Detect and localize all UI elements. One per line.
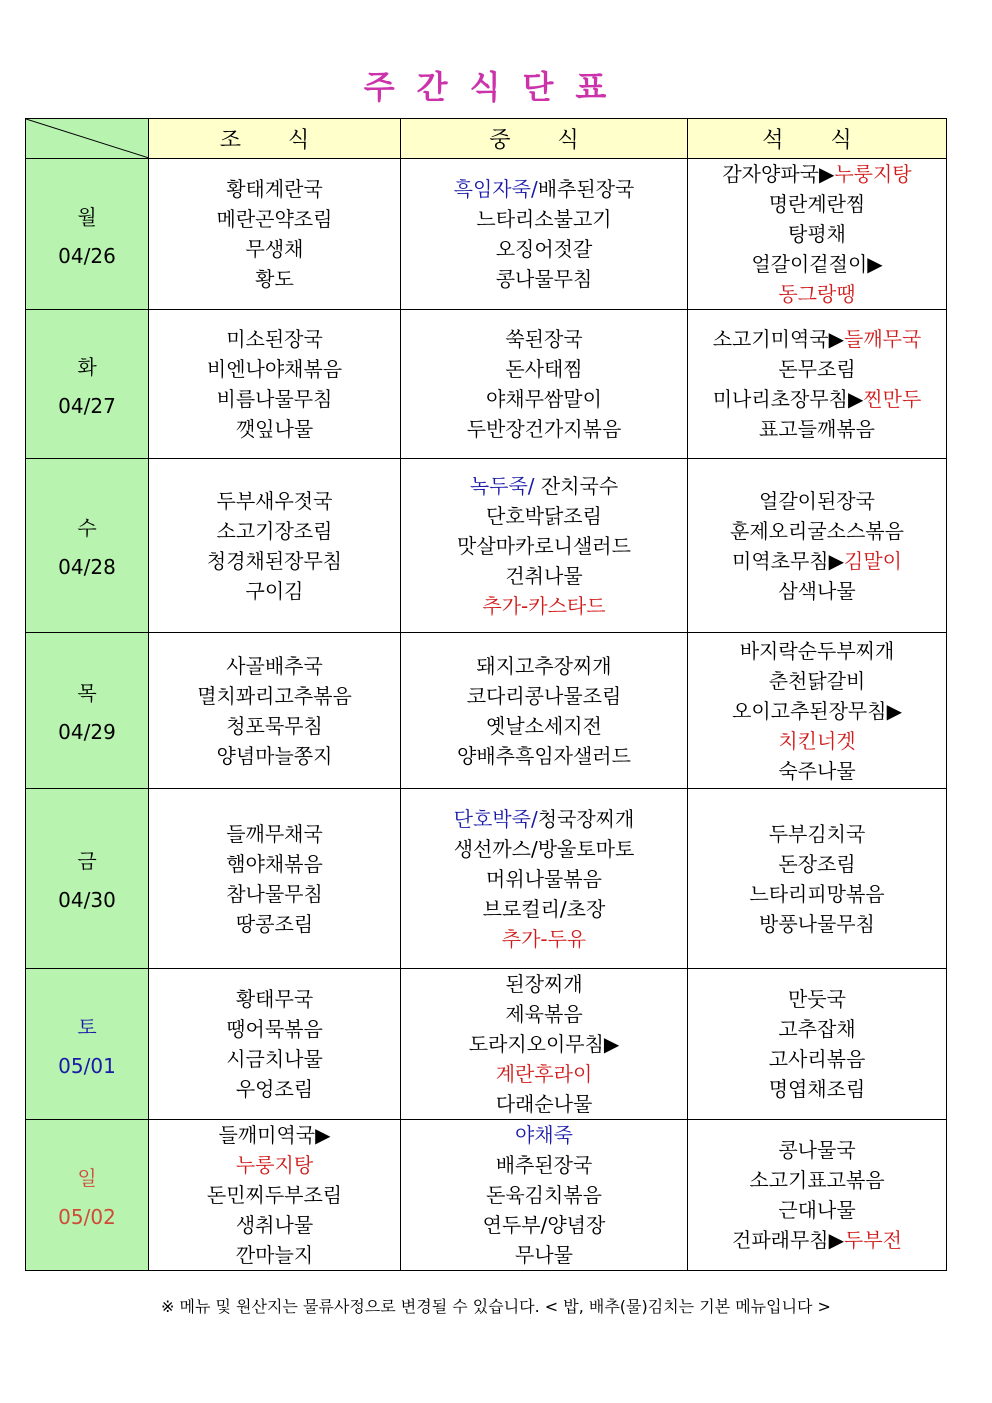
menu-item: [149, 1150, 400, 1180]
menu-item: [149, 1074, 400, 1104]
menu-item-text: 느타리피망볶음: [749, 881, 885, 906]
day-cell: [26, 969, 149, 1120]
lunch-cell: [401, 459, 688, 633]
menu-item-text: 누룽지탕: [834, 162, 912, 186]
menu-item: [149, 1120, 400, 1150]
menu-item-text: 배추된장국: [537, 177, 635, 201]
breakfast-cell: [149, 789, 401, 969]
menu-item: [401, 1120, 687, 1150]
menu-item-text: 건취나물: [505, 563, 583, 588]
menu-item-text: 메란곤약조림: [216, 207, 333, 231]
lunch-cell: [401, 1120, 688, 1271]
menu-item-text: 비엔나야채볶음: [206, 357, 343, 381]
menu-item-text: 우엉조림: [235, 1077, 314, 1101]
menu-item-text: 양념마늘쫑지: [216, 743, 333, 768]
menu-item: [401, 204, 687, 234]
menu-item-text: 누룽지탕: [235, 1153, 314, 1177]
day-cell: [26, 459, 149, 633]
lunch-cell: [401, 310, 688, 459]
day-name: 화: [77, 354, 97, 379]
day-date: 04/28: [58, 555, 116, 579]
menu-item-text: 얼갈이된장국: [759, 488, 875, 513]
menu-item: [149, 849, 400, 879]
menu-item: [401, 834, 687, 864]
menu-item-text: 훈제오리굴소스볶음: [730, 518, 904, 543]
menu-item-text: 코다리콩나물조림: [466, 683, 622, 708]
day-row: [26, 159, 947, 310]
menu-item-text: 시금치나물: [226, 1047, 323, 1071]
header-lunch: 중 식: [401, 119, 688, 159]
day-date: 04/29: [58, 720, 116, 744]
day-cell: [26, 1120, 149, 1271]
menu-item: [401, 324, 687, 354]
menu-item: [401, 999, 687, 1029]
menu-item-text: 고추잡채: [778, 1017, 856, 1041]
dinner-cell: [688, 459, 947, 633]
menu-item-text: 비름나물무침: [216, 387, 333, 411]
day-row: [26, 310, 947, 459]
menu-item-text: 잔치국수: [534, 473, 619, 498]
menu-item: [401, 1089, 687, 1119]
day-row: [26, 789, 947, 969]
menu-item: [401, 531, 687, 561]
menu-item-text: 황도: [255, 267, 294, 291]
day-name: 수: [77, 516, 97, 540]
header-breakfast: 조 식: [149, 119, 401, 159]
diagonal-line-icon: [26, 119, 149, 158]
dinner-cell: [688, 159, 947, 310]
day-name: 일: [77, 1165, 97, 1190]
header-dinner: 석 식: [688, 119, 947, 159]
menu-item-text: 야채무쌈말이: [486, 387, 602, 411]
menu-item-text: 삼색나물: [778, 578, 856, 603]
menu-item-text: 오이고추된장무침▶: [732, 698, 902, 723]
menu-item: [149, 204, 400, 234]
menu-item: [688, 159, 946, 189]
menu-item: [149, 1014, 400, 1044]
menu-item: [688, 1074, 946, 1104]
menu-item: [688, 1044, 946, 1074]
menu-item: [401, 354, 687, 384]
menu-item-text: 브로컬리/초장: [482, 896, 606, 921]
menu-item-text: 돈육김치볶음: [486, 1183, 602, 1207]
menu-item-text: 고사리볶음: [768, 1047, 866, 1071]
menu-item-text: 돈무조림: [778, 357, 856, 381]
menu-item-text: 방풍나물무침: [759, 911, 875, 936]
menu-item-text: 탕평채: [788, 222, 846, 246]
menu-item-text: 만둣국: [788, 987, 846, 1011]
menu-item-text: 땅콩조림: [235, 911, 314, 936]
day-cell: [26, 159, 149, 310]
menu-item: [688, 189, 946, 219]
menu-item: [688, 249, 946, 279]
menu-item: [401, 804, 687, 834]
menu-item-text: 소고기표고볶음: [749, 1168, 885, 1192]
menu-item: [688, 666, 946, 696]
breakfast-cell: [149, 459, 401, 633]
footer-note: ※ 메뉴 및 원산지는 물류사정으로 변경될 수 있습니다. < 밥, 배추(물)김치는 기본 메뉴입니다 >: [161, 1297, 831, 1316]
menu-item: [401, 1210, 687, 1240]
menu-item-text: 치킨너겟: [778, 728, 856, 753]
menu-item-text: 다래순나물: [495, 1092, 593, 1116]
menu-item-text: 돼지고추장찌개: [476, 653, 612, 678]
menu-item: [149, 1210, 400, 1240]
menu-item: [688, 546, 946, 576]
menu-item-text: 깐마늘지: [235, 1243, 314, 1267]
day-date: 04/26: [58, 243, 116, 268]
lunch-cell: [401, 633, 688, 789]
menu-item-text: 숙주나물: [778, 758, 856, 783]
menu-item: [688, 819, 946, 849]
day-date: 04/30: [58, 888, 116, 912]
menu-item-text: 햄야채볶음: [226, 851, 323, 876]
menu-item: [688, 1165, 946, 1195]
menu-item: [149, 1044, 400, 1074]
day-row: [26, 459, 947, 633]
day-row: [26, 633, 947, 789]
breakfast-cell: [149, 969, 401, 1120]
menu-item-text: 김말이: [844, 548, 902, 573]
menu-item-text: 건파래무침▶: [732, 1228, 844, 1252]
menu-item: [688, 849, 946, 879]
corner-cell: [26, 119, 149, 159]
page-title: 주간식단표: [363, 68, 629, 106]
menu-item-text: 소고기장조림: [216, 518, 333, 543]
menu-item-text: 명란계란찜: [768, 192, 866, 216]
menu-item: [149, 516, 400, 546]
menu-item: [401, 741, 687, 771]
dinner-cell: [688, 969, 947, 1120]
menu-item-text: 구이김: [245, 578, 304, 603]
dinner-cell: [688, 789, 947, 969]
menu-item: [688, 696, 946, 726]
menu-item: [401, 414, 687, 444]
menu-item: [149, 711, 400, 741]
menu-item: [149, 909, 400, 939]
menu-item: [149, 984, 400, 1014]
menu-item: [401, 234, 687, 264]
menu-item-text: 콩나물국: [778, 1138, 856, 1162]
menu-item: [688, 879, 946, 909]
menu-item-text: 미나리초장무침▶: [712, 387, 864, 411]
menu-item: [401, 711, 687, 741]
menu-item: [149, 576, 400, 606]
menu-item-text: 도라지오이무침▶: [468, 1032, 620, 1056]
menu-item-text: 무생채: [245, 237, 304, 261]
menu-item-text: 느타리소불고기: [476, 207, 612, 231]
menu-item-text: 근대나물: [778, 1198, 856, 1222]
menu-item-text: 들깨무채국: [226, 821, 323, 846]
menu-item: [401, 501, 687, 531]
menu-item-text: 들깨무국: [844, 327, 922, 351]
menu-item-text: 표고들깨볶음: [759, 417, 875, 441]
menu-item-text: 두부전: [844, 1228, 902, 1252]
day-name: 토: [77, 1014, 97, 1039]
menu-item: [149, 354, 400, 384]
menu-item: [149, 414, 400, 444]
menu-item: [688, 909, 946, 939]
day-date: 05/02: [58, 1204, 116, 1229]
menu-item: [401, 264, 687, 294]
menu-item: [401, 864, 687, 894]
menu-item-text: 배추된장국: [495, 1153, 593, 1177]
menu-item: [401, 1029, 687, 1059]
menu-item-text: 흑임자죽/: [453, 177, 538, 201]
day-row: [26, 969, 947, 1120]
menu-item-text: 청포묵무침: [226, 713, 323, 738]
menu-item: [401, 591, 687, 621]
menu-item-text: 미역초무침▶: [732, 548, 844, 573]
menu-item-text: 춘천닭갈비: [768, 668, 866, 693]
menu-item-text: 동그랑땡: [778, 282, 856, 306]
menu-item-text: 맛살마카로니샐러드: [457, 533, 631, 558]
menu-item-text: 콩나물무침: [495, 267, 593, 291]
menu-item: [149, 234, 400, 264]
menu-item-text: 바지락순두부찌개: [739, 638, 895, 663]
menu-item-text: 돈민찌두부조림: [206, 1183, 343, 1207]
menu-item: [149, 1240, 400, 1270]
menu-item-text: 두반장건가지볶음: [466, 417, 622, 441]
menu-item: [688, 576, 946, 606]
menu-item: [401, 471, 687, 501]
menu-item-text: 소고기미역국▶: [712, 327, 845, 351]
menu-item: [149, 1180, 400, 1210]
menu-item-text: 추가-카스타드: [482, 593, 606, 618]
menu-item: [688, 324, 946, 354]
menu-item: [149, 384, 400, 414]
menu-item: [688, 1225, 946, 1255]
day-cell: [26, 789, 149, 969]
day-date: 05/01: [58, 1053, 116, 1078]
menu-body: [26, 159, 947, 1271]
menu-item-text: 명엽채조림: [768, 1077, 866, 1101]
menu-item: [688, 726, 946, 756]
menu-item-text: 미소된장국: [226, 327, 323, 351]
menu-item-text: 청경채된장무침: [206, 548, 343, 573]
menu-item-text: 옛날소세지전: [486, 713, 602, 738]
breakfast-cell: [149, 1120, 401, 1271]
menu-item-text: 두부김치국: [768, 821, 866, 846]
day-name: 월: [77, 204, 97, 229]
breakfast-cell: [149, 633, 401, 789]
menu-item: [401, 1240, 687, 1270]
menu-item-text: 들깨미역국▶: [218, 1123, 331, 1147]
menu-item: [401, 1059, 687, 1089]
menu-item: [401, 384, 687, 414]
menu-item: [401, 894, 687, 924]
menu-item: [401, 1150, 687, 1180]
menu-item: [688, 414, 946, 444]
menu-item-text: 단호박닭조림: [486, 503, 602, 528]
menu-item: [149, 174, 400, 204]
menu-item: [401, 651, 687, 681]
menu-item: [401, 924, 687, 954]
menu-item-text: 단호박죽/: [453, 806, 538, 831]
weekly-menu-table: [25, 118, 947, 1271]
menu-item-text: 무나물: [515, 1243, 573, 1267]
menu-item-text: 청국장찌개: [537, 806, 635, 831]
menu-item: [149, 879, 400, 909]
menu-item-text: 참나물무침: [226, 881, 323, 906]
menu-item-text: 깻잎나물: [235, 417, 314, 441]
menu-item-text: 멸치꽈리고추볶음: [197, 683, 352, 708]
menu-item-text: 양배추흑임자샐러드: [457, 743, 631, 768]
breakfast-cell: [149, 310, 401, 459]
lunch-cell: [401, 789, 688, 969]
lunch-cell: [401, 159, 688, 310]
menu-item: [688, 1014, 946, 1044]
menu-item: [688, 486, 946, 516]
menu-item: [401, 969, 687, 999]
menu-item: [401, 681, 687, 711]
menu-item: [401, 1180, 687, 1210]
menu-item: [688, 756, 946, 786]
menu-item: [688, 1135, 946, 1165]
menu-item: [401, 561, 687, 591]
menu-item-text: 녹두죽/: [469, 473, 535, 498]
dinner-cell: [688, 310, 947, 459]
menu-item-text: 계란후라이: [495, 1062, 593, 1086]
menu-item: [149, 819, 400, 849]
menu-item: [688, 384, 946, 414]
menu-item-text: 얼갈이겉절이▶: [751, 252, 883, 276]
menu-item-text: 쑥된장국: [505, 327, 583, 351]
day-row: [26, 1120, 947, 1271]
menu-item: [401, 174, 687, 204]
menu-item: [688, 516, 946, 546]
menu-item: [688, 1195, 946, 1225]
dinner-cell: [688, 1120, 947, 1271]
lunch-cell: [401, 969, 688, 1120]
menu-item: [149, 324, 400, 354]
breakfast-cell: [149, 159, 401, 310]
menu-item: [149, 486, 400, 516]
menu-item: [688, 354, 946, 384]
menu-item-text: 생취나물: [235, 1213, 314, 1237]
menu-item: [149, 681, 400, 711]
menu-item-text: 돈사태찜: [505, 357, 583, 381]
menu-item: [688, 636, 946, 666]
day-name: 금: [77, 849, 97, 873]
dinner-cell: [688, 633, 947, 789]
day-date: 04/27: [58, 393, 116, 418]
menu-item-text: 사골배추국: [226, 653, 323, 678]
menu-item-text: 오징어젓갈: [495, 237, 593, 261]
menu-item-text: 찐만두: [863, 387, 922, 411]
day-cell: [26, 310, 149, 459]
menu-item-text: 돈장조림: [778, 851, 856, 876]
menu-item: [688, 219, 946, 249]
menu-item-text: 감자양파국▶: [722, 162, 835, 186]
menu-item-text: 땡어묵볶음: [226, 1017, 323, 1041]
menu-item-text: 추가-두유: [501, 926, 587, 951]
menu-item-text: 두부새우젓국: [216, 488, 333, 513]
menu-item-text: 야채죽: [515, 1123, 573, 1147]
menu-item-text: 황태무국: [235, 987, 314, 1011]
menu-item: [149, 264, 400, 294]
menu-item: [688, 279, 946, 309]
menu-item: [149, 651, 400, 681]
menu-item-text: 황태계란국: [226, 177, 323, 201]
menu-item: [149, 741, 400, 771]
menu-item: [688, 984, 946, 1014]
menu-item-text: 생선까스/방울토마토: [453, 836, 635, 861]
menu-item-text: 제육볶음: [505, 1002, 583, 1026]
day-cell: [26, 633, 149, 789]
menu-item: [149, 546, 400, 576]
menu-item-text: 연두부/양념장: [482, 1213, 606, 1237]
menu-item-text: 머위나물볶음: [486, 866, 602, 891]
day-name: 목: [77, 681, 97, 705]
menu-item-text: 된장찌개: [505, 972, 583, 996]
